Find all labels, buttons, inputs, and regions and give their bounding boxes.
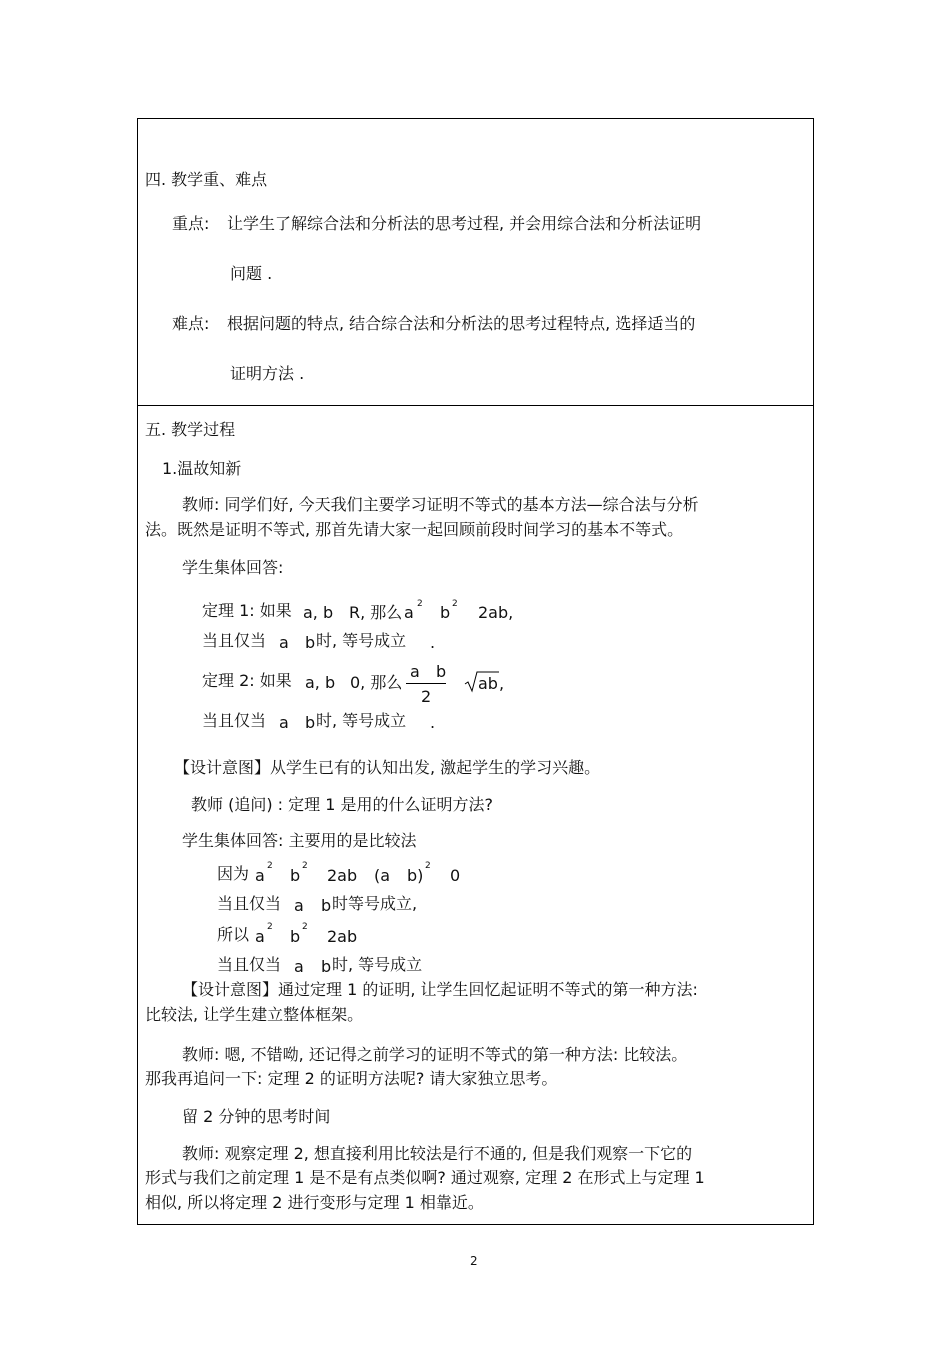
proof-zero: 0 [450,866,461,885]
proof-two-ab: 2ab [327,866,358,885]
theorem1-a: a [404,603,414,622]
teacher-observe-line3: 相似, 所以将定理 2 进行变形与定理 1 相靠近。 [145,1193,484,1212]
theorem2-fraction-bar [406,683,446,684]
theorem1-eq-suffix: 时, 等号成立 [316,631,407,650]
teacher-intro-line1: 教师: 同学们好, 今天我们主要学习证明不等式的基本方法—综合法与分析 [182,495,699,514]
key-points-section-box [137,118,814,406]
theorem1-rhs: 2ab, [478,603,514,622]
proof-so-two-ab: 2ab [327,927,358,946]
theorem2-comma: , [499,674,505,693]
theorem2-eq-suffix: 时, 等号成立 [316,711,407,730]
section4-heading: 四. 教学重、难点 [145,170,268,189]
key-point-line2: 问题 . [230,264,273,283]
page-number: 2 [470,1254,478,1268]
proof-eq2-b: b [321,957,332,976]
teacher-observe-line2: 形式与我们之前定理 1 是不是有点类似啊? 通过观察, 定理 2 在形式上与定理 1 [145,1168,705,1187]
proof-eq2-prefix: 当且仅当 [217,955,282,974]
theorem2-cond: a, b [305,673,336,692]
proof-so-b: b [290,927,301,946]
proof-a: a [255,866,265,885]
theorem2-eq-a: a [279,713,289,732]
proof-eq1-prefix: 当且仅当 [217,894,282,913]
theorem2-fraction-num-a: a [410,662,420,681]
proof-paren-a: (a [374,866,391,885]
proof-b-exponent: 2 [302,861,308,871]
proof-eq1-a: a [294,896,304,915]
difficulty-line2: 证明方法 . [230,364,305,383]
theorem1-a-exponent: 2 [417,599,423,609]
theorem2-radicand: ab [478,674,498,693]
key-point-line1: 让学生了解综合法和分析法的思考过程, 并会用综合法和分析法证明 [227,214,702,233]
proof-eq1-suffix: 时等号成立, [332,894,418,913]
proof-eq2-suffix: 时, 等号成立 [332,955,423,974]
students-answer-2: 学生集体回答: 主要用的是比较法 [182,831,417,850]
theorem1-eq-b: b [305,633,316,652]
theorem1-b-exponent: 2 [452,599,458,609]
proof-paren-b: b) [407,866,424,885]
theorem2-eq-prefix: 当且仅当 [202,711,267,730]
theorem2-fraction-den: 2 [421,687,432,706]
proof-a-exponent: 2 [267,861,273,871]
design-intent-2-line2: 比较法, 让学生建立整体框架。 [145,1005,364,1024]
teacher-praise-line2: 那我再追问一下: 定理 2 的证明方法呢? 请大家独立思考。 [145,1069,558,1088]
proof-so-a: a [255,927,265,946]
theorem1-eq-a: a [279,633,289,652]
theorem1-prefix: 定理 1: 如果 [202,601,292,620]
students-answer-1: 学生集体回答: [182,558,284,577]
theorem2-eq-b: b [305,713,316,732]
proof-b: b [290,866,301,885]
section5-heading: 五. 教学过程 [145,420,236,439]
theorem2-dot: . [430,713,436,732]
proof-so: 所以 [217,925,250,944]
proof-paren-exponent: 2 [425,861,431,871]
proof-eq1-b: b [321,896,332,915]
subsection-review: 1.温故知新 [162,459,242,478]
design-intent-2-line1: 【设计意图】通过定理 1 的证明, 让学生回忆起证明不等式的第一种方法: [182,980,698,999]
key-point-label: 重点: [172,214,210,233]
proof-eq2-a: a [294,957,304,976]
difficulty-label: 难点: [172,314,210,333]
teacher-praise-line1: 教师: 嗯, 不错呦, 还记得之前学习的证明不等式的第一种方法: 比较法。 [182,1045,688,1064]
theorem2-prefix: 定理 2: 如果 [202,671,292,690]
theorem1-eq-prefix: 当且仅当 [202,631,267,650]
design-intent-1: 【设计意图】从学生已有的认知出发, 激起学生的学习兴趣。 [174,758,601,777]
teacher-intro-line2: 法。既然是证明不等式, 那首先请大家一起回顾前段时间学习的基本不等式。 [145,520,684,539]
difficulty-line1: 根据问题的特点, 结合综合法和分析法的思考过程特点, 选择适当的 [227,314,696,333]
teacher-observe-line1: 教师: 观察定理 2, 想直接利用比较法是行不通的, 但是我们观察一下它的 [182,1144,693,1163]
theorem1-in-r: R, 那么 [349,603,403,622]
theorem1-b: b [440,603,451,622]
theorem1-dot: . [430,633,436,652]
proof-so-a-exponent: 2 [267,922,273,932]
think-time-note: 留 2 分钟的思考时间 [182,1107,331,1126]
teacher-followup: 教师 (追问) : 定理 1 是用的什么证明方法? [191,795,493,814]
theorem2-fraction-num-b: b [436,662,447,681]
proof-because: 因为 [217,864,250,883]
proof-so-b-exponent: 2 [302,922,308,932]
theorem2-zero: 0, 那么 [350,673,403,692]
theorem1-cond: a, b [303,603,334,622]
